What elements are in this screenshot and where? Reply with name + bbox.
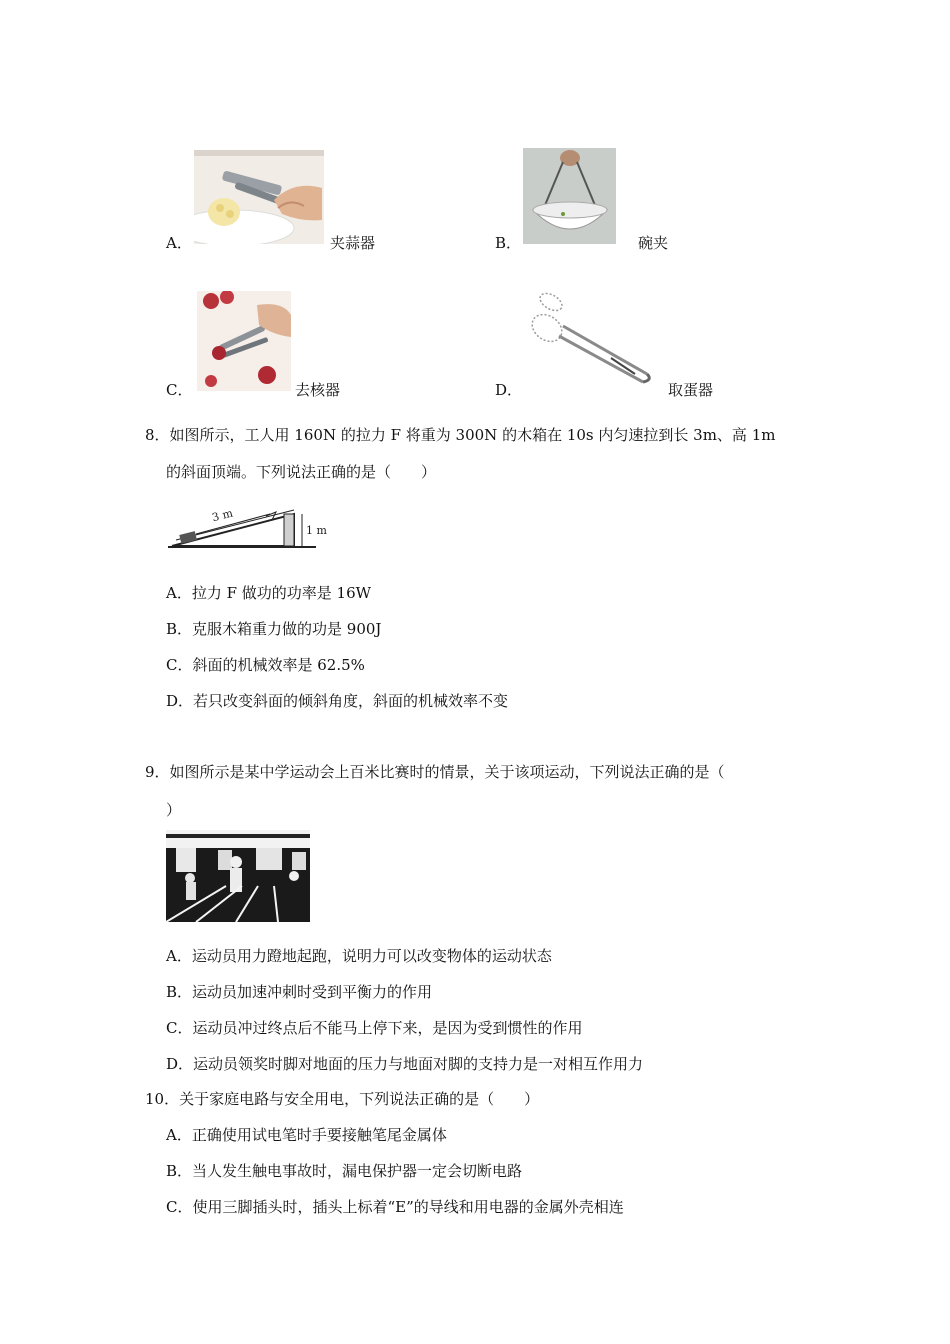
bowl-clip-image bbox=[523, 148, 616, 244]
race-photo bbox=[166, 830, 310, 922]
option-a-label: 夹蒜器 bbox=[330, 234, 376, 252]
q10-stem-line1: 10．关于家庭电路与安全用电，下列说法正确的是（ ） bbox=[145, 1090, 540, 1108]
option-d-label: 取蛋器 bbox=[668, 381, 714, 399]
egg-tongs-image bbox=[525, 288, 655, 392]
option-a-letter: A． bbox=[166, 234, 192, 252]
q8-option-a: A．拉力 F 做功的功率是 16W bbox=[166, 584, 372, 602]
q8-stem-line2: 的斜面顶端。下列说法正确的是（ ） bbox=[166, 463, 437, 481]
option-b-letter: B． bbox=[495, 234, 522, 252]
incline-diagram bbox=[166, 500, 328, 552]
pitter-image bbox=[197, 291, 291, 391]
q9-option-c: C．运动员冲过终点后不能马上停下来，是因为受到惯性的作用 bbox=[166, 1019, 583, 1037]
q10-option-c: C．使用三脚插头时，插头上标着“E”的导线和用电器的金属外壳相连 bbox=[166, 1198, 624, 1216]
q8-option-d: D．若只改变斜面的倾斜角度，斜面的机械效率不变 bbox=[166, 692, 509, 710]
q10-option-b: B．当人发生触电事故时，漏电保护器一定会切断电路 bbox=[166, 1162, 523, 1180]
q9-option-d: D．运动员领奖时脚对地面的压力与地面对脚的支持力是一对相互作用力 bbox=[166, 1055, 644, 1073]
option-d-letter: D． bbox=[495, 381, 523, 399]
q9-stem-line2: ） bbox=[166, 801, 182, 819]
garlic-press-image bbox=[194, 150, 324, 244]
option-c-letter: C． bbox=[166, 381, 193, 399]
q9-stem-line1: 9．如图所示是某中学运动会上百米比赛时的情景，关于该项运动，下列说法正确的是（ bbox=[145, 763, 725, 781]
incline-height-label: 1 m bbox=[306, 524, 327, 537]
q8-option-c: C．斜面的机械效率是 62.5% bbox=[166, 656, 365, 674]
q8-option-b: B．克服木箱重力做的功是 900J bbox=[166, 620, 382, 638]
q9-option-a: A．运动员用力蹬地起跑，说明力可以改变物体的运动状态 bbox=[166, 947, 552, 965]
q10-option-a: A．正确使用试电笔时手要接触笔尾金属体 bbox=[166, 1126, 447, 1144]
option-c-label: 去核器 bbox=[295, 381, 341, 399]
q9-option-b: B．运动员加速冲刺时受到平衡力的作用 bbox=[166, 983, 433, 1001]
option-b-label: 碗夹 bbox=[638, 234, 669, 252]
q8-stem-line1: 8．如图所示，工人用 160N 的拉力 F 将重为 300N 的木箱在 10s 内匀速拉到长 3m、高 1m bbox=[145, 426, 776, 444]
incline-length-label: 3 m bbox=[210, 506, 235, 525]
